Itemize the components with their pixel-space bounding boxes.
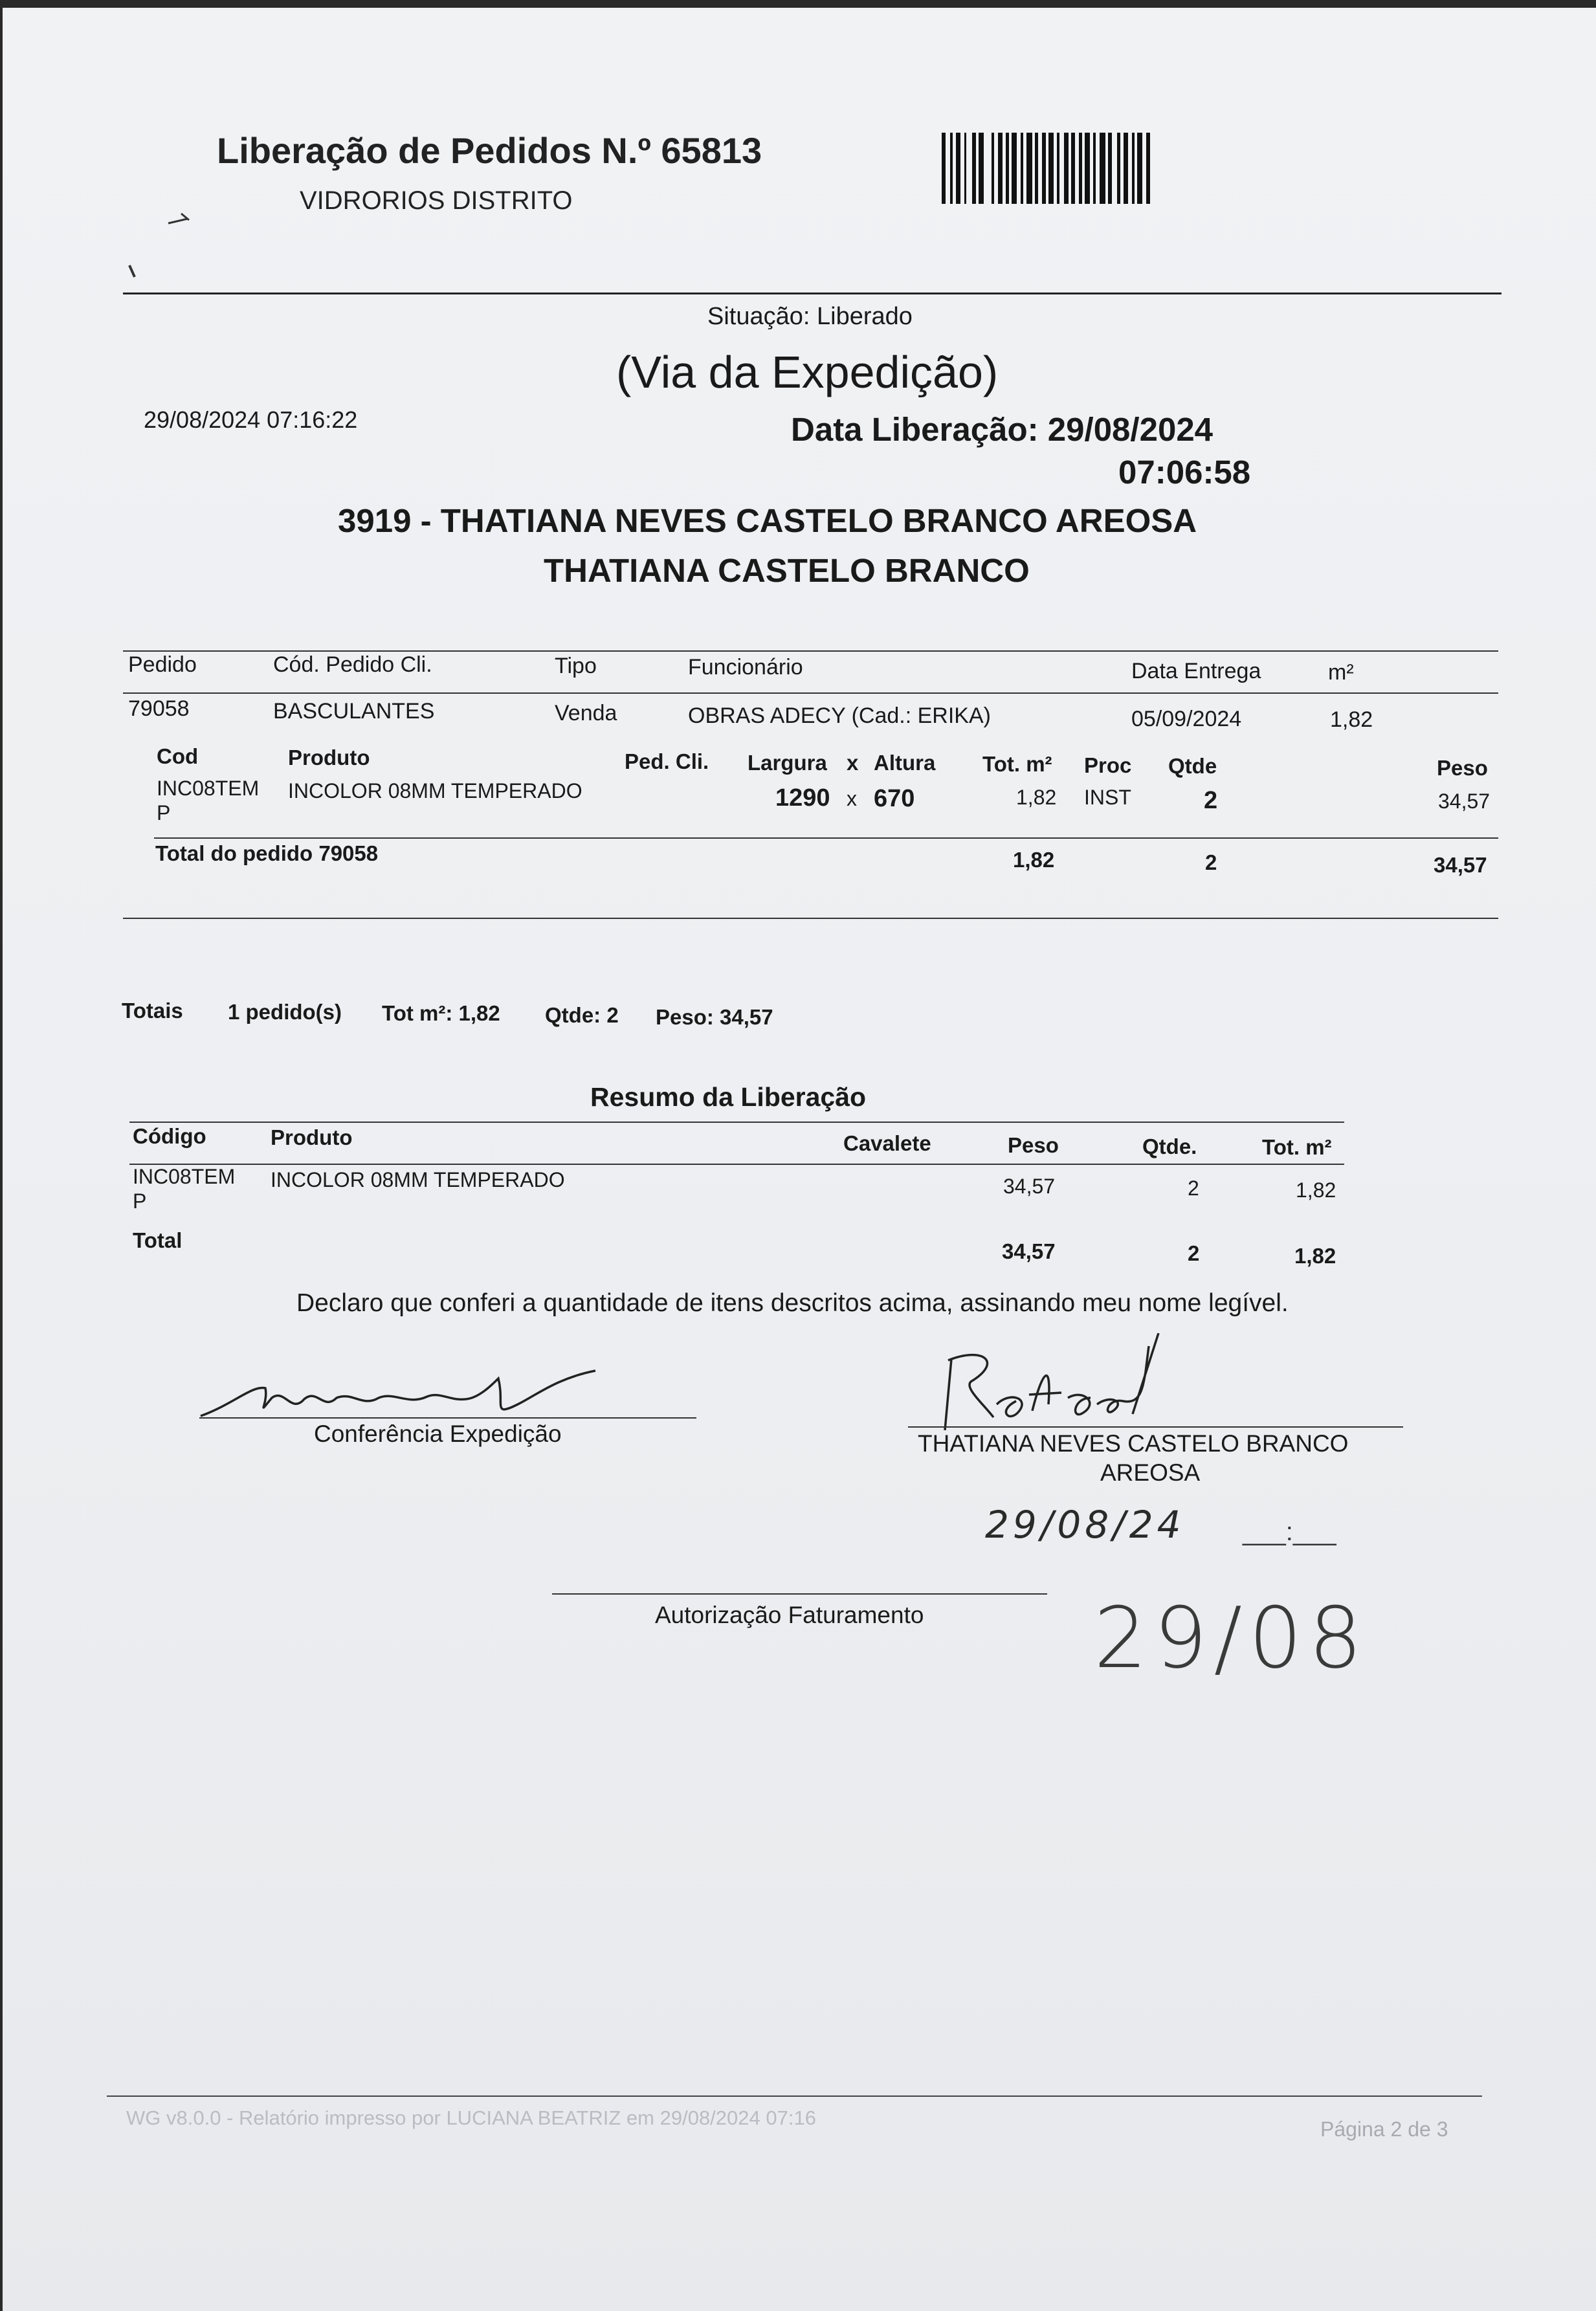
totals-m2: Tot m²: 1,82: [382, 1001, 500, 1025]
autorizacao-line: [552, 1593, 1047, 1595]
summary-col-qtde: Qtde.: [1142, 1134, 1197, 1158]
summary-produto: INCOLOR 08MM TEMPERADO: [271, 1168, 565, 1191]
item-col-qtde: Qtde: [1168, 754, 1217, 778]
footer-rule: [107, 2095, 1482, 2097]
client-signature-line: [908, 1426, 1403, 1428]
summary-total-tot-m2: 1,82: [1294, 1244, 1336, 1268]
copy-label: (Via da Expedição): [616, 347, 999, 397]
item-cod-line2: P: [157, 801, 171, 824]
col-data-entrega: Data Entrega: [1131, 659, 1261, 683]
order-funcionario: OBRAS ADECY (Cad.: ERIKA): [688, 703, 991, 728]
item-col-altura: Altura: [874, 751, 936, 775]
summary-total-peso: 34,57: [1002, 1239, 1056, 1263]
summary-col-produto: Produto: [271, 1125, 353, 1149]
totals-pedidos: 1 pedido(s): [228, 1000, 342, 1024]
col-m2: m²: [1328, 660, 1354, 685]
item-tot-m2: 1,82: [1016, 786, 1057, 809]
totals-label: Totais: [122, 999, 183, 1023]
release-date: Data Liberação: 29/08/2024: [791, 411, 1214, 448]
order-data-entrega: 05/09/2024: [1131, 707, 1242, 731]
totals-qtde: Qtde: 2: [545, 1003, 619, 1027]
items-total-rule: [154, 837, 1498, 839]
status-text: Situação: Liberado: [707, 303, 913, 330]
item-altura: 670: [874, 785, 915, 812]
client-signature: [932, 1333, 1191, 1437]
item-col-cod: Cod: [157, 744, 199, 768]
item-qtde: 2: [1204, 787, 1218, 814]
order-total-qtde: 2: [1205, 850, 1217, 874]
handwritten-date: 29/08/24: [985, 1503, 1185, 1547]
col-funcionario: Funcionário: [688, 655, 803, 680]
item-col-ped-cli: Ped. Cli.: [625, 749, 709, 773]
order-pedido: 79058: [128, 696, 190, 721]
item-col-produto: Produto: [288, 746, 370, 769]
totals-peso: Peso: 34,57: [656, 1005, 773, 1029]
client-contact: THATIANA CASTELO BRANCO: [544, 552, 1030, 589]
handwritten-note: 29/08: [1094, 1589, 1369, 1687]
order-total-label: Total do pedido 79058: [155, 841, 379, 865]
item-col-tot-m2: Tot. m²: [982, 752, 1052, 776]
summary-col-peso: Peso: [1008, 1133, 1059, 1157]
col-pedido: Pedido: [128, 652, 197, 677]
item-proc: INST: [1084, 786, 1131, 809]
declaration-text: Declaro que conferi a quantidade de itens descritos acima, assinando meu nome legível.: [296, 1289, 1289, 1317]
summary-title: Resumo da Liberação: [590, 1082, 867, 1112]
summary-col-codigo: Código: [133, 1124, 206, 1148]
release-time: 07:06:58: [1118, 454, 1251, 491]
client-name-line1: THATIANA NEVES CASTELO BRANCO: [918, 1430, 1349, 1457]
scan-edge-top: [0, 0, 1596, 8]
item-cod-line1: INC08TEM: [157, 777, 260, 800]
summary-total-label: Total: [133, 1228, 183, 1252]
conferencia-signature: [194, 1359, 615, 1430]
item-x: x: [847, 787, 857, 810]
summary-qtde: 2: [1188, 1177, 1199, 1200]
summary-header-rule: [129, 1164, 1344, 1165]
summary-codigo-line1: INC08TEM: [133, 1165, 236, 1188]
summary-peso: 34,57: [1003, 1175, 1056, 1198]
header-divider: [123, 293, 1502, 294]
conferencia-line: [199, 1417, 696, 1419]
document-title: Liberação de Pedidos N.º 65813: [217, 130, 762, 171]
barcode: [942, 133, 1186, 204]
conferencia-label: Conferência Expedição: [314, 1421, 562, 1447]
company-name: VIDRORIOS DISTRITO: [300, 186, 573, 215]
order-total-m2: 1,82: [1013, 848, 1055, 872]
item-col-largura: Largura: [748, 751, 827, 775]
col-cod-pedido-cli: Cód. Pedido Cli.: [273, 652, 432, 677]
order-tipo: Venda: [555, 701, 617, 725]
item-largura: 1290: [775, 784, 830, 812]
item-col-peso: Peso: [1437, 756, 1488, 780]
summary-total-qtde: 2: [1188, 1241, 1200, 1265]
footer-page-number: Página 2 de 3: [1320, 2117, 1448, 2141]
client-name-line2: AREOSA: [1100, 1459, 1201, 1486]
order-table-header-rule: [123, 692, 1498, 694]
pen-mark: [116, 201, 214, 285]
summary-col-tot-m2: Tot. m²: [1262, 1135, 1332, 1159]
summary-top-rule: [129, 1122, 1344, 1123]
autorizacao-label: Autorização Faturamento: [655, 1602, 924, 1628]
order-section-bottom-rule: [123, 918, 1498, 919]
time-placeholder: ___:___: [1243, 1518, 1336, 1546]
footer-printed-by: WG v8.0.0 - Relatório impresso por LUCIANA BEATRIZ em 29/08/2024 07:16: [126, 2106, 816, 2129]
print-datetime: 29/08/2024 07:16:22: [144, 406, 358, 433]
item-col-x: x: [847, 751, 859, 775]
item-col-proc: Proc: [1084, 753, 1132, 777]
summary-codigo-line2: P: [133, 1189, 147, 1213]
summary-tot-m2: 1,82: [1296, 1178, 1336, 1202]
item-peso: 34,57: [1438, 790, 1491, 813]
summary-col-cavalete: Cavalete: [843, 1131, 931, 1155]
order-table-top-rule: [123, 650, 1498, 652]
order-cod-pedido-cli: BASCULANTES: [273, 699, 435, 724]
client-name: 3919 - THATIANA NEVES CASTELO BRANCO AREOSA: [338, 502, 1197, 539]
col-tipo: Tipo: [555, 654, 597, 678]
order-total-peso: 34,57: [1434, 853, 1487, 877]
scan-edge-left: [0, 0, 3, 2311]
item-produto: INCOLOR 08MM TEMPERADO: [288, 779, 582, 802]
order-m2: 1,82: [1330, 707, 1373, 732]
